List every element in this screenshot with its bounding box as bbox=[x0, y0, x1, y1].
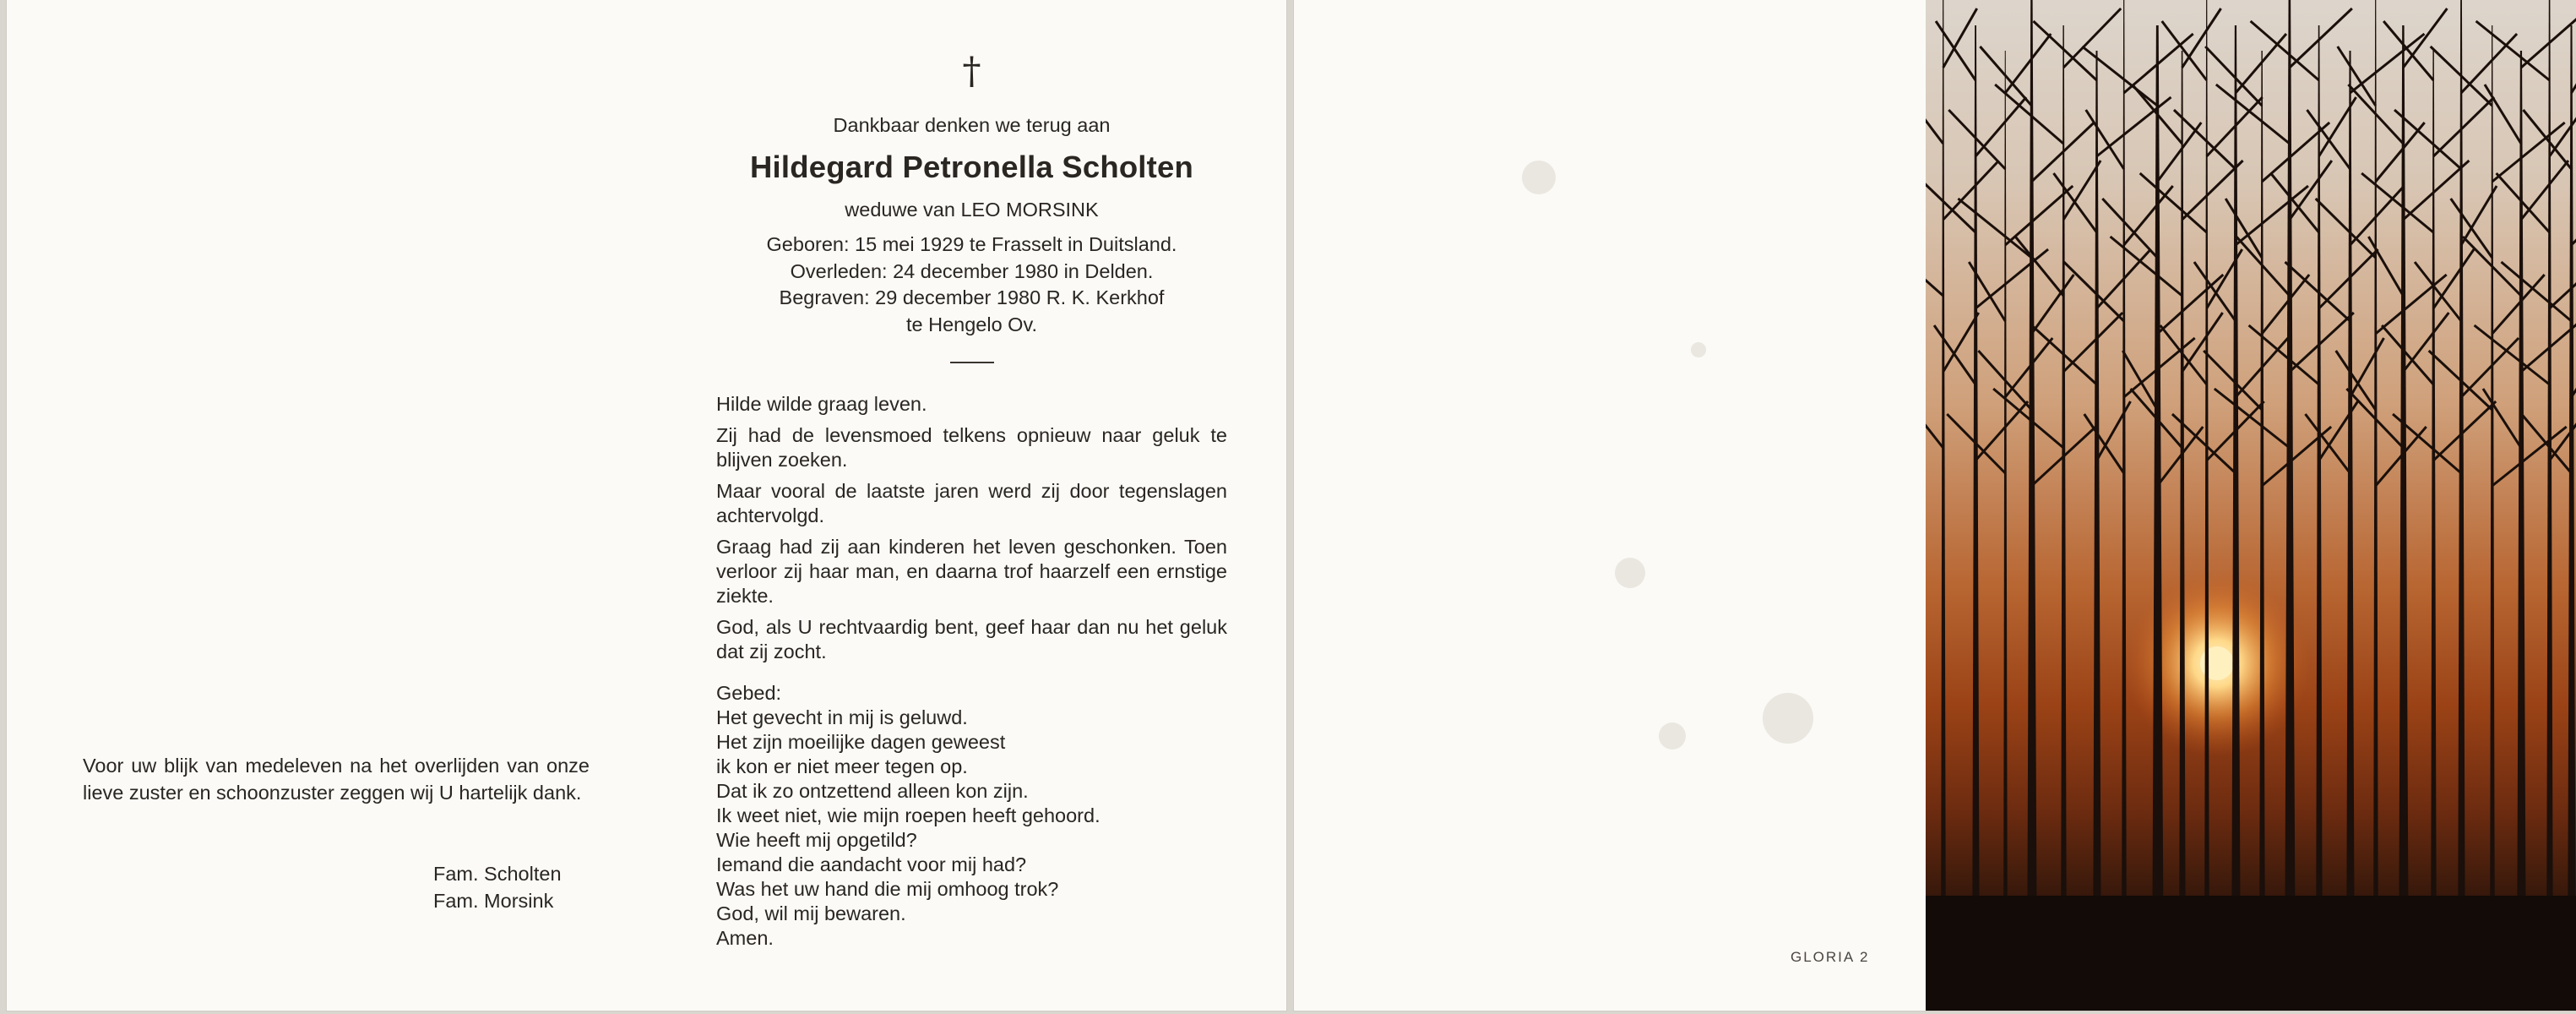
tree-branch bbox=[2433, 249, 2474, 308]
tree-trunk bbox=[2003, 51, 2008, 1011]
tree-branch bbox=[2204, 351, 2262, 410]
paper-speck bbox=[1763, 693, 1813, 744]
tree-branch bbox=[2236, 34, 2286, 93]
tree-branch bbox=[2174, 110, 2236, 169]
tree-branch bbox=[2524, 110, 2572, 169]
memorial-card-cover bbox=[1294, 0, 2576, 1011]
tree-branch bbox=[2521, 161, 2568, 220]
birth-line: Geboren: 15 mei 1929 te Frasselt in Duitsland. bbox=[766, 233, 1177, 255]
tree-branch bbox=[1926, 84, 1943, 144]
tree-branch bbox=[2054, 173, 2097, 232]
tree-silhouettes bbox=[1926, 0, 2576, 1011]
tree-trunk bbox=[2231, 25, 2241, 1011]
tree-branch bbox=[2262, 275, 2309, 334]
divider bbox=[950, 362, 994, 363]
life-dates bbox=[716, 232, 1227, 338]
tree-branch bbox=[2162, 21, 2207, 80]
tree-trunk bbox=[2373, 0, 2378, 1011]
tree-branch bbox=[2475, 325, 2550, 384]
prayer-line: ik kon er niet meer tegen op. bbox=[716, 755, 968, 777]
tree-branch bbox=[2097, 97, 2171, 156]
tree-branch bbox=[2521, 8, 2576, 68]
tree-branch bbox=[2433, 97, 2494, 156]
tree-trunk bbox=[2027, 0, 2037, 1011]
burial-line: Begraven: 29 december 1980 R. K. Kerkhof bbox=[779, 286, 1165, 308]
tree-trunk bbox=[1941, 0, 1946, 1011]
prayer-line: Gebed: bbox=[716, 682, 782, 704]
prayer-line: Het gevecht in mij is geluwd. bbox=[716, 706, 968, 728]
tree-trunk bbox=[2152, 25, 2164, 1011]
tree-trunk bbox=[2458, 0, 2465, 1011]
prayer-line: Dat ik zo ontzettend alleen kon zijn. bbox=[716, 780, 1029, 802]
prayer-line: God, wil mij bewaren. bbox=[716, 902, 906, 924]
tree-branch bbox=[2290, 8, 2352, 68]
tree-branch bbox=[1980, 46, 2031, 106]
ground bbox=[1926, 896, 2576, 1011]
blank-back bbox=[1294, 0, 1926, 1011]
family-name-2: Fam. Morsink bbox=[433, 890, 554, 912]
tree-trunk bbox=[2490, 25, 2495, 1011]
tree-branch bbox=[2271, 173, 2319, 232]
tree-branch bbox=[2064, 262, 2124, 321]
tree-branch bbox=[2215, 389, 2290, 448]
paper-speck bbox=[1522, 161, 1556, 194]
cross-icon: † bbox=[962, 50, 981, 93]
poem-paragraph: Maar vooral de laatste jaren werd zij door tegenslagen achtervolgd. bbox=[716, 480, 1227, 526]
tree-branch bbox=[1958, 199, 2031, 258]
tree-trunk bbox=[2204, 0, 2209, 1011]
prayer-line: Was het uw hand die mij omhoog trok? bbox=[716, 878, 1059, 900]
tree-branch bbox=[1934, 325, 1975, 384]
tree-branch bbox=[2497, 173, 2550, 232]
tree-branch bbox=[2102, 199, 2157, 258]
tree-trunk bbox=[2285, 0, 2296, 1011]
tree-branch bbox=[1936, 21, 1975, 80]
paper-speck bbox=[1659, 722, 1686, 750]
prayer-line: Amen. bbox=[716, 927, 774, 949]
tree-trunk bbox=[2399, 25, 2409, 1011]
widow-of-line: weduwe van LEO MORSINK bbox=[845, 199, 1099, 221]
paper-speck bbox=[1615, 558, 1645, 588]
tree-trunk bbox=[2568, 25, 2576, 1011]
tree-branch bbox=[2205, 46, 2262, 106]
poem-paragraph: God, als U rechtvaardig bent, geef haar dan nu het geluk dat zij zocht. bbox=[716, 616, 1227, 662]
printer-mark: GLORIA 2 bbox=[1791, 949, 1870, 965]
tree-trunk bbox=[2061, 25, 2067, 1011]
tree-branch bbox=[1926, 173, 1975, 232]
tree-branch bbox=[2485, 84, 2521, 144]
burial-place-line: te Hengelo Ov. bbox=[905, 313, 1037, 335]
prayer-line: Wie heeft mij opgetild? bbox=[716, 829, 917, 851]
tree-branch bbox=[2350, 186, 2405, 245]
prayer-line: Ik weet niet, wie mijn roepen heeft gehoord. bbox=[716, 804, 1101, 826]
sunset-trees-photo bbox=[1926, 0, 2576, 1011]
intro-line: Dankbaar denken we terug aan bbox=[833, 114, 1111, 136]
memorial-card-inner bbox=[7, 0, 1286, 1011]
tree-branch bbox=[2492, 275, 2545, 334]
tree-branch bbox=[2140, 173, 2207, 232]
tree-branch bbox=[2522, 414, 2572, 473]
tree-branch bbox=[2350, 338, 2384, 397]
tree-branch bbox=[2483, 389, 2521, 448]
tree-branch bbox=[2492, 427, 2567, 486]
tree-branch bbox=[1993, 389, 2063, 448]
tree-branch bbox=[1975, 249, 2048, 308]
thank-you-note: Voor uw blijk van medeleven na het overlijden van onze lieve zuster en schoonzuster zeggen wij U hartelijk dank. bbox=[83, 755, 590, 804]
poem-paragraph: Zij had de levensmoed telkens opnieuw naar geluk te blijven zoeken. bbox=[716, 424, 1227, 471]
tree-branch bbox=[2383, 21, 2433, 80]
family-name-1: Fam. Scholten bbox=[433, 863, 562, 885]
memorial-text bbox=[716, 51, 1227, 951]
prayer-line: Iemand die aandacht voor mij had? bbox=[716, 853, 1027, 875]
tree-trunk bbox=[2179, 51, 2186, 1011]
deceased-name: Hildegard Petronella Scholten bbox=[749, 150, 1194, 184]
tree-trunk bbox=[1972, 25, 1980, 1011]
tree-trunk bbox=[2122, 0, 2127, 1011]
tree-branch bbox=[2382, 325, 2433, 384]
tree-branch bbox=[1926, 237, 1943, 296]
tree-branch bbox=[2368, 237, 2403, 296]
memorial-poem bbox=[716, 392, 1227, 664]
tree-trunk bbox=[2093, 51, 2101, 1011]
paper-speck bbox=[1691, 342, 1706, 357]
tree-trunk bbox=[2517, 51, 2526, 1011]
tree-branch bbox=[2433, 401, 2496, 461]
tree-branch bbox=[2290, 161, 2332, 220]
tree-branch bbox=[2015, 237, 2063, 296]
tree-branch bbox=[1948, 110, 2005, 169]
tree-branch bbox=[2403, 8, 2447, 68]
poem-paragraph: Hilde wilde graag leven. bbox=[716, 393, 927, 415]
prayer-line: Het zijn moeilijke dagen geweest bbox=[716, 731, 1006, 753]
poem-paragraph: Graag had zij aan kinderen het leven geschonken. Toen verloor zij haar man, en daarna trof haarzelf een ernstige ziekte. bbox=[716, 536, 1227, 607]
tree-branch bbox=[2451, 199, 2492, 258]
tree-branch bbox=[2336, 351, 2376, 410]
tree-branch bbox=[1926, 389, 1943, 448]
death-line: Overleden: 24 december 1980 in Delden. bbox=[790, 259, 1154, 282]
tree-trunk bbox=[2346, 51, 2355, 1011]
family-signature bbox=[433, 860, 687, 914]
prayer bbox=[716, 681, 1227, 951]
tree-branch bbox=[2236, 186, 2308, 245]
tree-branch bbox=[2415, 262, 2461, 321]
tree-trunk bbox=[2259, 51, 2265, 1011]
